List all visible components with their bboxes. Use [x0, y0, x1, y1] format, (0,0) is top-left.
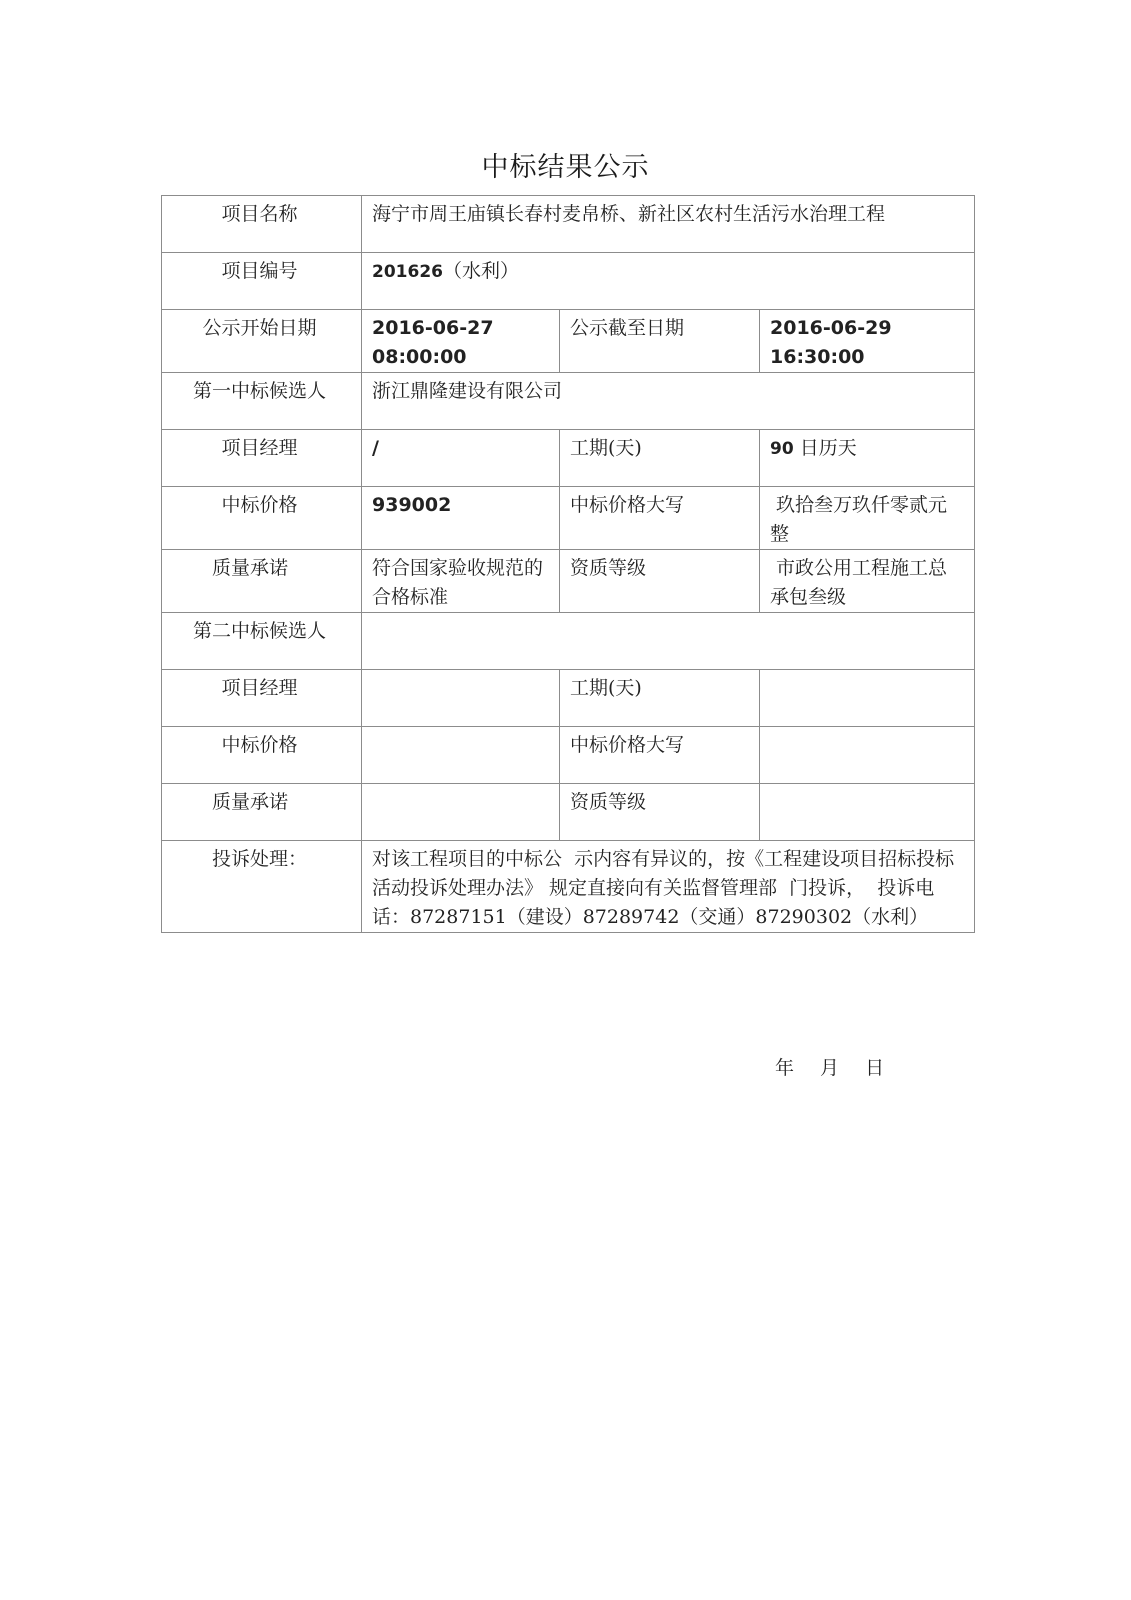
value-first-manager: /	[362, 430, 560, 487]
label-second-manager: 项目经理	[162, 670, 362, 727]
project-no-suffix: （水利）	[442, 260, 519, 282]
value-notice-start: 2016-06-27 08:00:00	[362, 310, 560, 373]
bid-result-table	[161, 195, 975, 933]
label-second-qualification: 资质等级	[560, 784, 760, 841]
row-project-name	[162, 196, 975, 253]
row-second-candidate	[162, 613, 975, 670]
value-second-duration	[760, 670, 975, 727]
value-first-duration	[760, 430, 975, 487]
document-title: 中标结果公示	[481, 152, 650, 183]
row-first-candidate	[162, 373, 975, 430]
first-duration-unit: 日历天	[799, 437, 857, 459]
value-second-price-caps	[760, 727, 975, 784]
label-first-price-caps: 中标价格大写	[560, 487, 760, 550]
label-second-quality: 质量承诺	[162, 784, 362, 841]
row-first-manager	[162, 430, 975, 487]
first-duration-number: 90	[770, 439, 794, 459]
row-second-price	[162, 727, 975, 784]
value-notice-end: 2016-06-29 16:30:00	[760, 310, 975, 373]
row-second-quality	[162, 784, 975, 841]
label-first-price: 中标价格	[162, 487, 362, 550]
label-second-duration: 工期(天)	[560, 670, 760, 727]
row-notice-dates	[162, 310, 975, 373]
value-second-quality	[362, 784, 560, 841]
signature-date-line: 年 月 日	[775, 1057, 887, 1079]
row-first-price	[162, 487, 975, 550]
value-first-quality: 符合国家验收规范的合格标准	[362, 550, 560, 613]
label-complaint: 投诉处理：	[162, 841, 362, 933]
label-first-qualification: 资质等级	[560, 550, 760, 613]
label-first-duration: 工期(天)	[560, 430, 760, 487]
value-first-price-caps: 玖拾叁万玖仟零贰元整	[760, 487, 975, 550]
value-second-qualification	[760, 784, 975, 841]
value-first-qualification: 市政公用工程施工总承包叁级	[760, 550, 975, 613]
value-second-candidate	[362, 613, 975, 670]
value-project-no	[362, 253, 975, 310]
row-project-no	[162, 253, 975, 310]
label-second-price: 中标价格	[162, 727, 362, 784]
value-first-price: 939002	[362, 487, 560, 550]
value-second-manager	[362, 670, 560, 727]
project-no-number: 201626	[372, 262, 443, 282]
label-second-price-caps: 中标价格大写	[560, 727, 760, 784]
value-second-price	[362, 727, 560, 784]
label-first-quality: 质量承诺	[162, 550, 362, 613]
row-first-quality	[162, 550, 975, 613]
label-second-candidate: 第二中标候选人	[162, 613, 362, 670]
label-notice-end: 公示截至日期	[560, 310, 760, 373]
label-first-candidate: 第一中标候选人	[162, 373, 362, 430]
row-second-manager	[162, 670, 975, 727]
value-first-candidate: 浙江鼎隆建设有限公司	[362, 373, 975, 430]
row-complaint	[162, 841, 975, 933]
label-notice-start: 公示开始日期	[162, 310, 362, 373]
label-first-manager: 项目经理	[162, 430, 362, 487]
value-project-name: 海宁市周王庙镇长春村麦帛桥、新社区农村生活污水治理工程	[362, 196, 975, 253]
label-project-no: 项目编号	[162, 253, 362, 310]
label-project-name: 项目名称	[162, 196, 362, 253]
value-complaint: 对该工程项目的中标公 示内容有异议的，按《工程建设项目招标投标活动投诉处理办法》 规定直接向有关监督管理部 门投诉， 投诉电话：87287151（建设）87289742（交通）87290302（水利）	[362, 841, 975, 933]
